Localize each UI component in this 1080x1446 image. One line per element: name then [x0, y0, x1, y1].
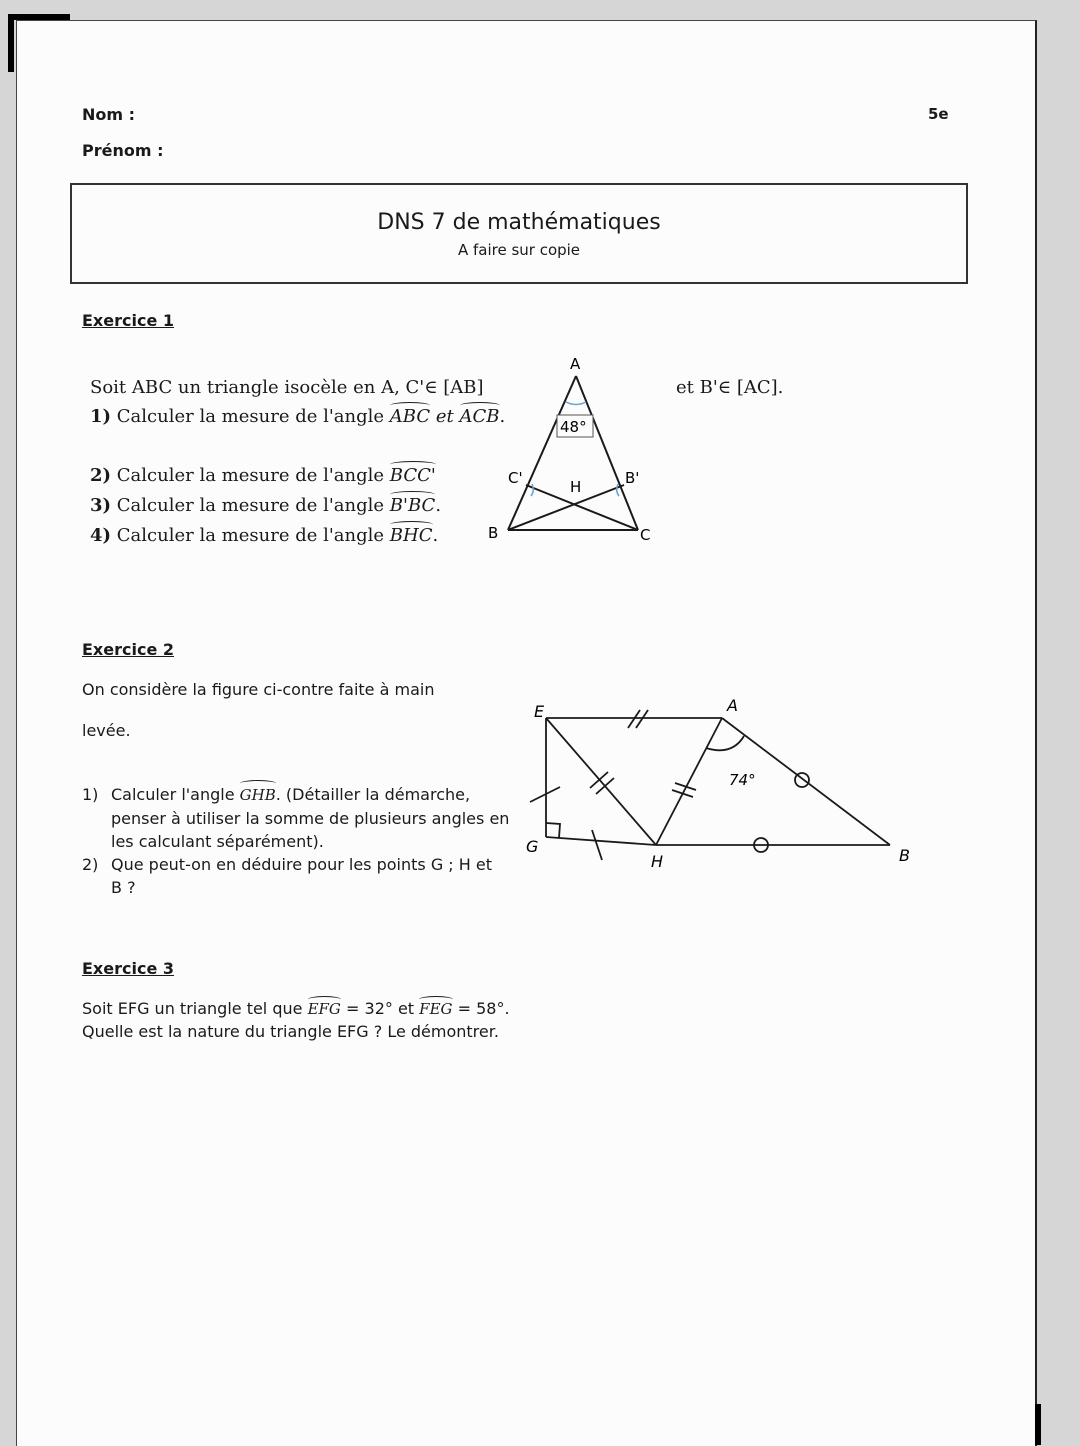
- equal-length-mark: [795, 773, 809, 787]
- quadrilateral-figure: [520, 690, 920, 875]
- angle-label-a: 48°: [560, 418, 587, 436]
- angle-value: = 58°.: [457, 999, 510, 1018]
- vertex-label-b: B: [488, 524, 499, 542]
- question-text: Calculer la mesure de l'angle: [116, 406, 385, 427]
- question-number: 2): [90, 465, 112, 486]
- angle-notation: BHC: [389, 525, 433, 546]
- segment-eh: [546, 718, 656, 845]
- question-text: Calculer la mesure de l'angle: [116, 495, 385, 516]
- angle-value: = 32° et: [346, 999, 415, 1018]
- vertex-label-a: A: [570, 355, 581, 373]
- exercise-3-title: Exercice 3: [82, 959, 174, 978]
- segment-ac: [576, 376, 638, 530]
- vertex-label-c: C: [640, 526, 651, 544]
- statement-text: Soit EFG un triangle tel que: [82, 999, 303, 1018]
- vertex-label-b: B: [899, 846, 910, 865]
- tick-mark: [592, 830, 602, 860]
- angle-label-a: 74°: [729, 771, 756, 789]
- angle-notation: B'BC: [389, 495, 436, 516]
- question-number: 2): [82, 855, 99, 874]
- angle-notation: ACB: [459, 406, 500, 427]
- exercise-3-line-2: Quelle est la nature du triangle EFG ? Le démontrer.: [82, 1022, 499, 1041]
- vertex-label-b-prime: B': [625, 469, 640, 487]
- question-text: Calculer la mesure de l'angle: [116, 465, 385, 486]
- exercise-3-line-1: [82, 999, 510, 1018]
- question-text-continued: . (Détailler la démarche, penser à utiliser la somme de plusieurs angles en les calculant séparément).: [111, 785, 510, 851]
- exercise-1-question-1: 1) Calculer la mesure de l'angle ABC et ACB.: [90, 406, 506, 427]
- segment-cc-prime: [526, 485, 638, 530]
- tick-mark: [530, 787, 560, 802]
- vertex-label-e: E: [534, 702, 545, 721]
- question-text: Calculer la mesure de l'angle: [116, 525, 385, 546]
- triangle-abc-figure: [480, 350, 670, 545]
- exercise-1-intro-end: et B'∈ [AC].: [676, 377, 784, 398]
- exercise-2-intro-line-2: levée.: [82, 721, 131, 740]
- vertex-label-h: H: [651, 852, 664, 871]
- angle-notation: GHB: [240, 784, 276, 807]
- conjunction: et: [435, 406, 454, 427]
- question-text: Calculer l'angle: [111, 785, 235, 804]
- vertex-label-c-prime: C': [508, 469, 523, 487]
- question-number: 4): [90, 525, 112, 546]
- vertex-label-h: H: [570, 478, 582, 496]
- angle-arc-a: [566, 402, 586, 405]
- angle-arc-c-prime: [531, 484, 533, 496]
- exercise-1-title: Exercice 1: [82, 311, 174, 330]
- nom-label: Nom :: [82, 105, 136, 124]
- segment-ah: [656, 718, 722, 845]
- prenom-label: Prénom :: [82, 141, 164, 160]
- exercise-1-question-4: 4) Calculer la mesure de l'angle BHC.: [90, 525, 439, 546]
- exercise-2-intro-line-1: On considère la figure ci-contre faite à main: [82, 680, 435, 699]
- question-number: 1): [90, 406, 112, 427]
- vertex-label-a: A: [727, 696, 738, 715]
- exercise-1-intro: Soit ABC un triangle isocèle en A, C'∈ [AB]: [90, 377, 484, 398]
- angle-arc-b-prime: [617, 484, 619, 496]
- question-number: 1): [82, 785, 99, 804]
- exercise-1-question-2: [90, 465, 436, 486]
- document-title: DNS 7 de mathématiques: [377, 210, 661, 235]
- right-angle-mark-g: [546, 823, 560, 838]
- exercise-2-title: Exercice 2: [82, 640, 174, 659]
- title-box: [70, 183, 968, 284]
- segment-gh: [546, 837, 656, 845]
- class-level: 5e: [928, 105, 949, 123]
- angle-notation: EFG: [307, 1000, 341, 1018]
- question-text: Que peut-on en déduire pour les points G ; H et B ?: [111, 855, 493, 897]
- vertex-label-g: G: [526, 837, 539, 856]
- angle-notation: ABC: [389, 406, 431, 427]
- scan-corner-mark: [8, 14, 14, 72]
- question-number: 3): [90, 495, 112, 516]
- document-subtitle: A faire sur copie: [457, 241, 581, 259]
- angle-notation: BCC': [389, 465, 436, 486]
- exercise-1-question-3: 3) Calculer la mesure de l'angle B'BC.: [90, 495, 442, 516]
- angle-notation: FEG: [419, 1000, 453, 1018]
- scan-corner-mark: [1035, 1404, 1041, 1445]
